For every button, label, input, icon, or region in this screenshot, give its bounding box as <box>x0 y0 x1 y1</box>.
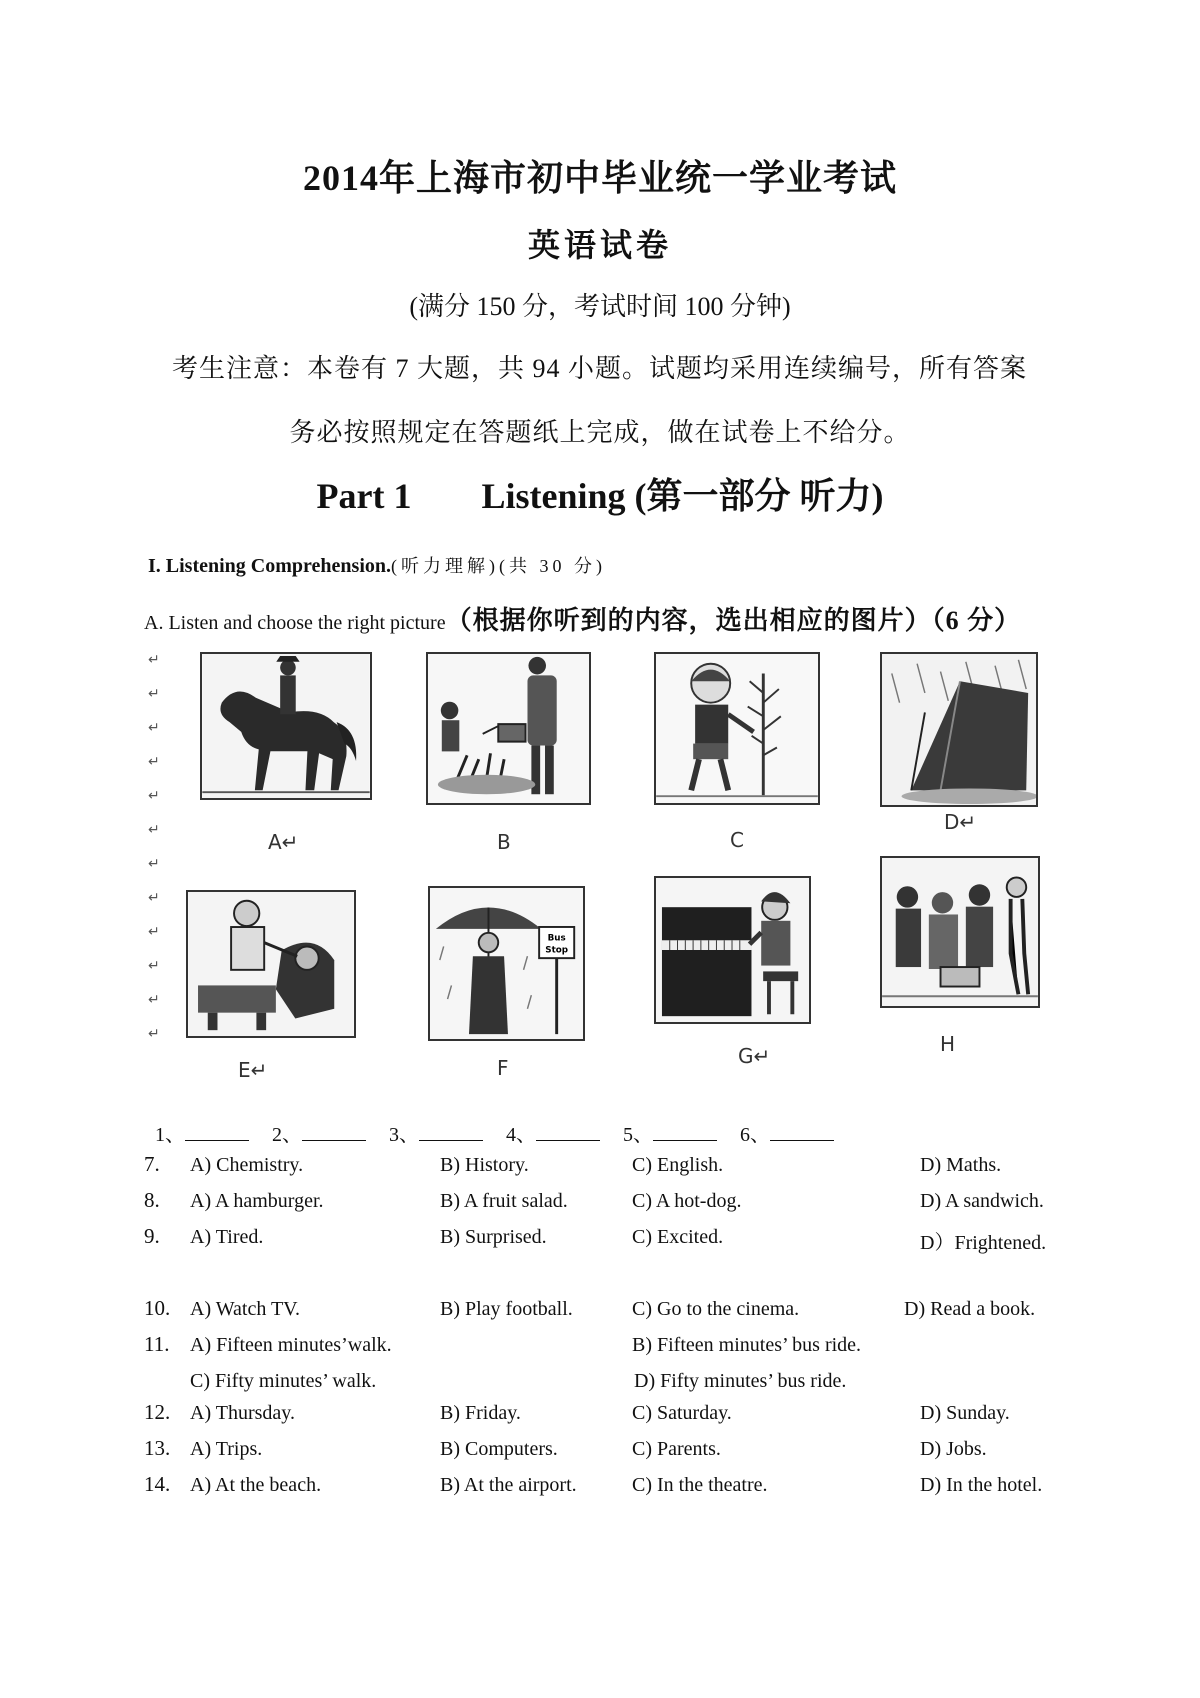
return-mark: ↵ <box>148 958 160 974</box>
question-number: 9. <box>144 1224 160 1248</box>
picture-c-label: C <box>730 828 744 852</box>
horse-rider-icon <box>202 654 370 798</box>
section-label: I. Listening Comprehension. <box>148 555 392 577</box>
answer-blank[interactable] <box>302 1122 366 1141</box>
blank-label: 6、 <box>740 1124 770 1146</box>
picture-f <box>428 886 585 1041</box>
notice-line-1: 考生注意：本卷有 7 大题，共 94 小题。试题均采用连续编号，所有答案 <box>172 354 1028 383</box>
option-a: A) Fifteen minutes’walk. <box>190 1334 392 1356</box>
option-b: B) Friday. <box>440 1402 521 1424</box>
subsection-label: A. Listen and choose the right picture <box>144 612 446 634</box>
part-heading <box>0 468 1200 519</box>
option-d: D) Read a book. <box>904 1298 1036 1320</box>
picture-a <box>200 652 372 800</box>
option-d: D) In the hotel. <box>920 1474 1043 1496</box>
return-mark: ↵ <box>148 652 160 668</box>
section-heading <box>148 552 606 578</box>
blank-label: 4、 <box>506 1124 536 1146</box>
option-a: A) Thursday. <box>190 1402 295 1424</box>
blank-label: 1、 <box>155 1124 185 1146</box>
question-number: 11. <box>144 1332 170 1356</box>
option-a: A) At the beach. <box>190 1474 322 1496</box>
group-people-icon <box>882 858 1038 1006</box>
return-mark: ↵ <box>148 788 160 804</box>
picture-c <box>654 652 820 805</box>
answer-blanks <box>155 1118 852 1147</box>
return-mark: ↵ <box>148 856 160 872</box>
option-b: B) Fifteen minutes’ bus ride. <box>632 1334 862 1356</box>
option-a: A) Chemistry. <box>190 1154 304 1176</box>
option-c: C) Go to the cinema. <box>632 1298 800 1320</box>
picture-g <box>654 876 811 1024</box>
exam-subtitle: 英语试卷 <box>527 227 672 263</box>
option-a: A) Trips. <box>190 1438 263 1460</box>
option-d: D) Sunday. <box>920 1402 1010 1424</box>
option-b: B) A fruit salad. <box>440 1190 568 1212</box>
question-number: 10. <box>144 1296 171 1320</box>
part-label: Part 1 <box>316 476 412 516</box>
option-c: C) Parents. <box>632 1438 721 1460</box>
exam-meta: (满分 150 分，考试时间 100 分钟) <box>409 292 791 321</box>
picture-e <box>186 890 356 1038</box>
notice-line-2: 务必按照规定在答题纸上完成，做在试卷上不给分。 <box>289 418 911 447</box>
option-b: B) Play football. <box>440 1298 573 1320</box>
svg-text:Bus: Bus <box>547 933 566 944</box>
blank-label: 3、 <box>389 1124 419 1146</box>
option-a: A) A hamburger. <box>190 1190 324 1212</box>
watering-plants-icon <box>428 654 589 803</box>
tent-rain-icon <box>882 654 1036 805</box>
picture-h-label: H <box>940 1032 956 1056</box>
picture-d <box>880 652 1038 807</box>
option-d: D) A sandwich. <box>920 1190 1044 1212</box>
picture-e-label: E↵ <box>238 1058 268 1082</box>
answer-blank[interactable] <box>419 1122 483 1141</box>
piano-icon <box>656 878 809 1022</box>
question-number: 14. <box>144 1472 171 1496</box>
umbrella-bus-stop-icon <box>430 888 583 1039</box>
question-number: 12. <box>144 1400 171 1424</box>
option-c: C) Excited. <box>632 1226 724 1248</box>
option-b: B) At the airport. <box>440 1474 577 1496</box>
option-b: B) Surprised. <box>440 1226 547 1248</box>
question-number: 8. <box>144 1188 160 1212</box>
section-label-zh: (听力理解)(共 30 分) <box>391 556 606 576</box>
dentist-icon <box>188 892 354 1036</box>
return-mark: ↵ <box>148 992 160 1008</box>
return-mark: ↵ <box>148 822 160 838</box>
blank-label: 5、 <box>623 1124 653 1146</box>
picture-f-label: F <box>497 1056 509 1080</box>
option-d: D) Jobs. <box>920 1438 987 1460</box>
return-mark: ↵ <box>148 686 160 702</box>
return-mark: ↵ <box>148 1026 160 1042</box>
answer-blank[interactable] <box>536 1122 600 1141</box>
question-number: 7. <box>144 1152 160 1176</box>
option-c: C) English. <box>632 1154 724 1176</box>
option-b: B) Computers. <box>440 1438 558 1460</box>
subsection-label-zh: （根据你听到的内容，选出相应的图片）（6 分） <box>445 606 1022 635</box>
svg-text:Stop: Stop <box>545 945 569 956</box>
option-d: D）Frightened. <box>920 1232 1047 1254</box>
picture-b-label: B <box>497 830 511 854</box>
option-a: A) Watch TV. <box>190 1298 301 1320</box>
return-mark: ↵ <box>148 924 160 940</box>
option-b: B) History. <box>440 1154 529 1176</box>
option-c: C) Fifty minutes’ walk. <box>190 1370 377 1392</box>
option-a: A) Tired. <box>190 1226 264 1248</box>
part-title: Listening (第一部分 听力) <box>481 476 884 516</box>
picture-d-label: D↵ <box>944 810 977 834</box>
boy-tree-icon <box>656 654 818 803</box>
picture-h <box>880 856 1040 1008</box>
option-d: D) Maths. <box>920 1154 1002 1176</box>
picture-g-label: G↵ <box>738 1044 771 1068</box>
return-mark: ↵ <box>148 890 160 906</box>
return-mark: ↵ <box>148 754 160 770</box>
exam-title: 2014年上海市初中毕业统一学业考试 <box>302 158 897 198</box>
picture-b <box>426 652 591 805</box>
option-d: D) Fifty minutes’ bus ride. <box>634 1370 847 1392</box>
option-c: C) Saturday. <box>632 1402 732 1424</box>
blank-label: 2、 <box>272 1124 302 1146</box>
answer-blank[interactable] <box>653 1122 717 1141</box>
subsection-heading <box>144 600 1021 637</box>
question-number: 13. <box>144 1436 171 1460</box>
answer-blank[interactable] <box>185 1122 249 1141</box>
option-c: C) A hot-dog. <box>632 1190 742 1212</box>
option-c: C) In the theatre. <box>632 1474 768 1496</box>
return-mark: ↵ <box>148 720 160 736</box>
picture-a-label: A↵ <box>268 830 299 854</box>
answer-blank[interactable] <box>770 1122 834 1141</box>
